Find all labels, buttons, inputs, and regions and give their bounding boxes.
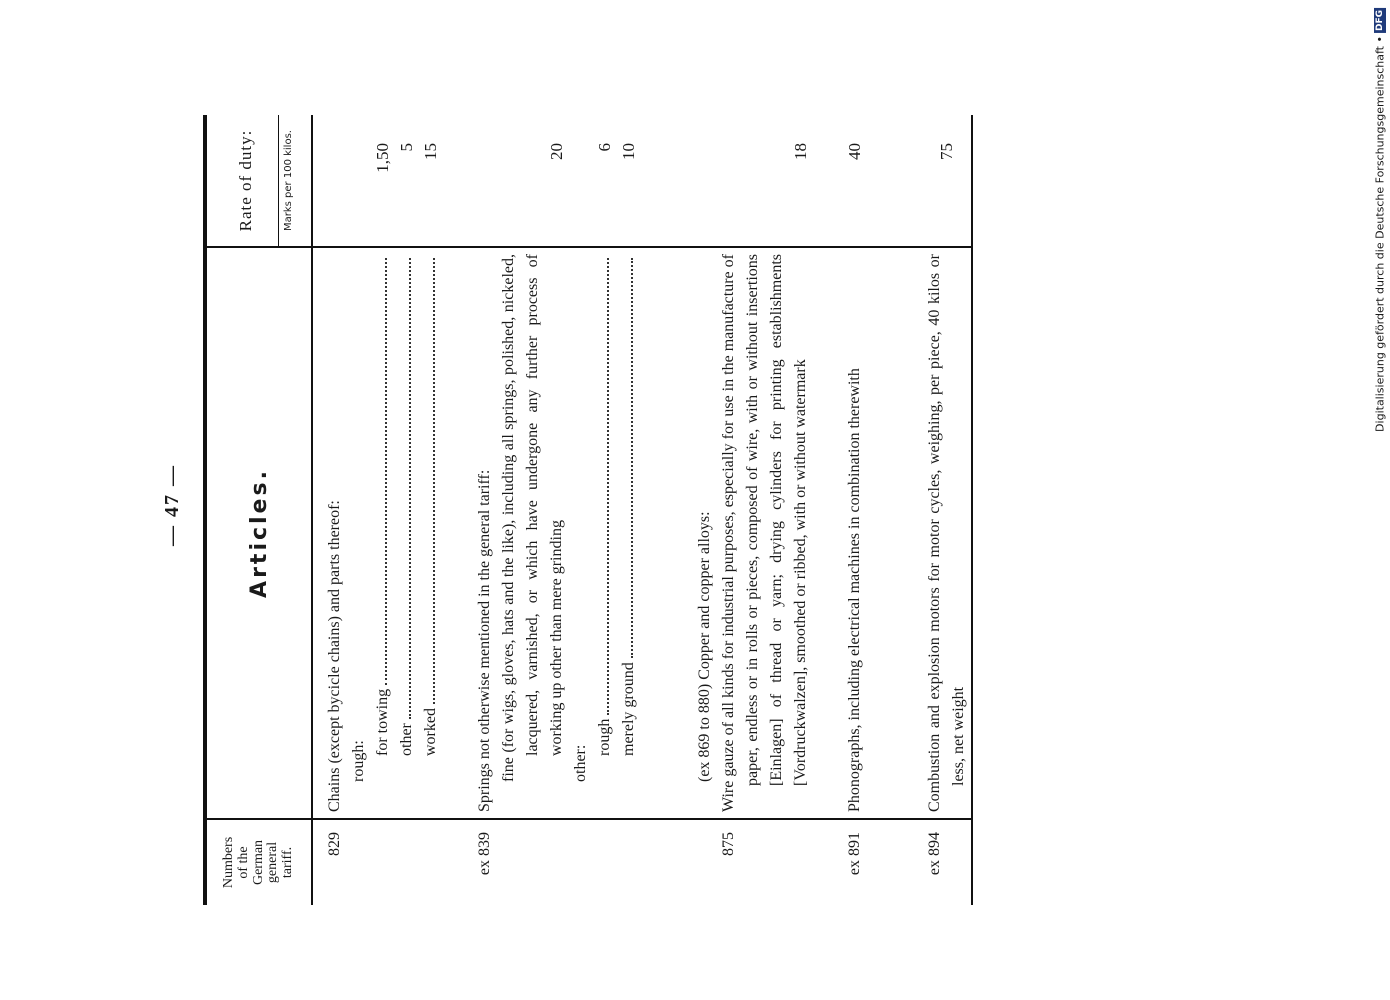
rate-title: Rate of duty: xyxy=(236,129,255,232)
article-title: Springs not otherwise mentioned in the general tariff: xyxy=(476,469,493,812)
sub-item: other xyxy=(395,254,419,812)
tariff-number: 829 xyxy=(312,819,443,905)
entry-839 xyxy=(473,115,641,905)
entry-891 xyxy=(843,115,867,905)
entry-829 xyxy=(312,115,443,905)
tariff-number: 875 xyxy=(717,819,813,905)
credit-text: Digitalisierung gefördert durch die Deutsche Forschungsgemeinschaft • xyxy=(1373,36,1387,432)
dfg-logo: DFG xyxy=(1375,10,1385,32)
duty-rate: 15 xyxy=(421,143,440,160)
digitization-credit xyxy=(1370,8,1390,432)
article-title: Chains (except bycicle chains) and parts thereof: xyxy=(326,500,343,812)
article-text: Combustion and explosion motors for motor cycles, weighing, per piece, 40 kilos or less, net weight xyxy=(926,254,967,812)
article-text: Phonographs, including electrical machines in combination therewith xyxy=(846,368,863,812)
entry-894 xyxy=(923,115,972,905)
duty-rate: 75 xyxy=(937,143,956,160)
sub-item: rough xyxy=(593,254,617,812)
tariff-page xyxy=(161,105,1095,905)
section-heading-row xyxy=(693,115,717,905)
duty-rate: 20 xyxy=(547,143,566,160)
header-row xyxy=(205,115,312,905)
duty-rates xyxy=(473,115,641,247)
sub-item: for towing xyxy=(371,254,395,812)
duty-rates xyxy=(843,115,867,247)
tariff-number: ex 839 xyxy=(473,819,641,905)
rate-unit: Marks per 100 kilos. xyxy=(278,115,300,246)
article-description xyxy=(923,247,972,819)
articles-header: Articles. xyxy=(205,247,312,819)
duty-rates xyxy=(312,115,443,247)
article-description xyxy=(843,247,867,819)
duty-rates xyxy=(923,115,972,247)
duty-rate: 6 xyxy=(595,143,614,152)
sub-item: merely ground xyxy=(617,254,641,812)
numbers-header: Numbers of the German general tariff. xyxy=(205,819,312,905)
article-description xyxy=(717,247,813,819)
rate-header xyxy=(205,115,312,247)
duty-rate: 40 xyxy=(845,143,864,160)
entry-875 xyxy=(717,115,813,905)
tariff-table xyxy=(203,115,973,905)
article-text: Wire gauze of all kinds for industrial purposes, especially for use in the manufacture of paper, endless or in rolls or pieces, composed of wire, with or without insertions [Einlagen] of thread or yarn; drying cylinders for printing establishments [Vordruckwalzen], smoothed or ribbed, with or without watermark xyxy=(720,254,809,812)
duty-rate: 18 xyxy=(791,143,810,160)
page-number: — 47 — xyxy=(161,464,183,546)
tariff-number: ex 891 xyxy=(843,819,867,905)
tariff-number: ex 894 xyxy=(923,819,972,905)
sub-item: worked xyxy=(419,254,443,812)
sub-heading: other: xyxy=(572,744,589,782)
article-description xyxy=(312,247,443,819)
article-description xyxy=(473,247,641,819)
duty-rate: 1,50 xyxy=(373,143,392,173)
duty-rate: 10 xyxy=(619,143,638,160)
duty-rates xyxy=(717,115,813,247)
duty-rate: 5 xyxy=(397,143,416,152)
sub-heading: rough: xyxy=(350,740,367,782)
section-heading: (ex 869 to 880) Copper and copper alloys: xyxy=(696,511,713,782)
sub-item: fine (for wigs, gloves, hats and the like), including all springs, polished, nickeled, lacquered, varnished, or which have undergone any further process of working up other than mere grinding xyxy=(500,254,565,782)
